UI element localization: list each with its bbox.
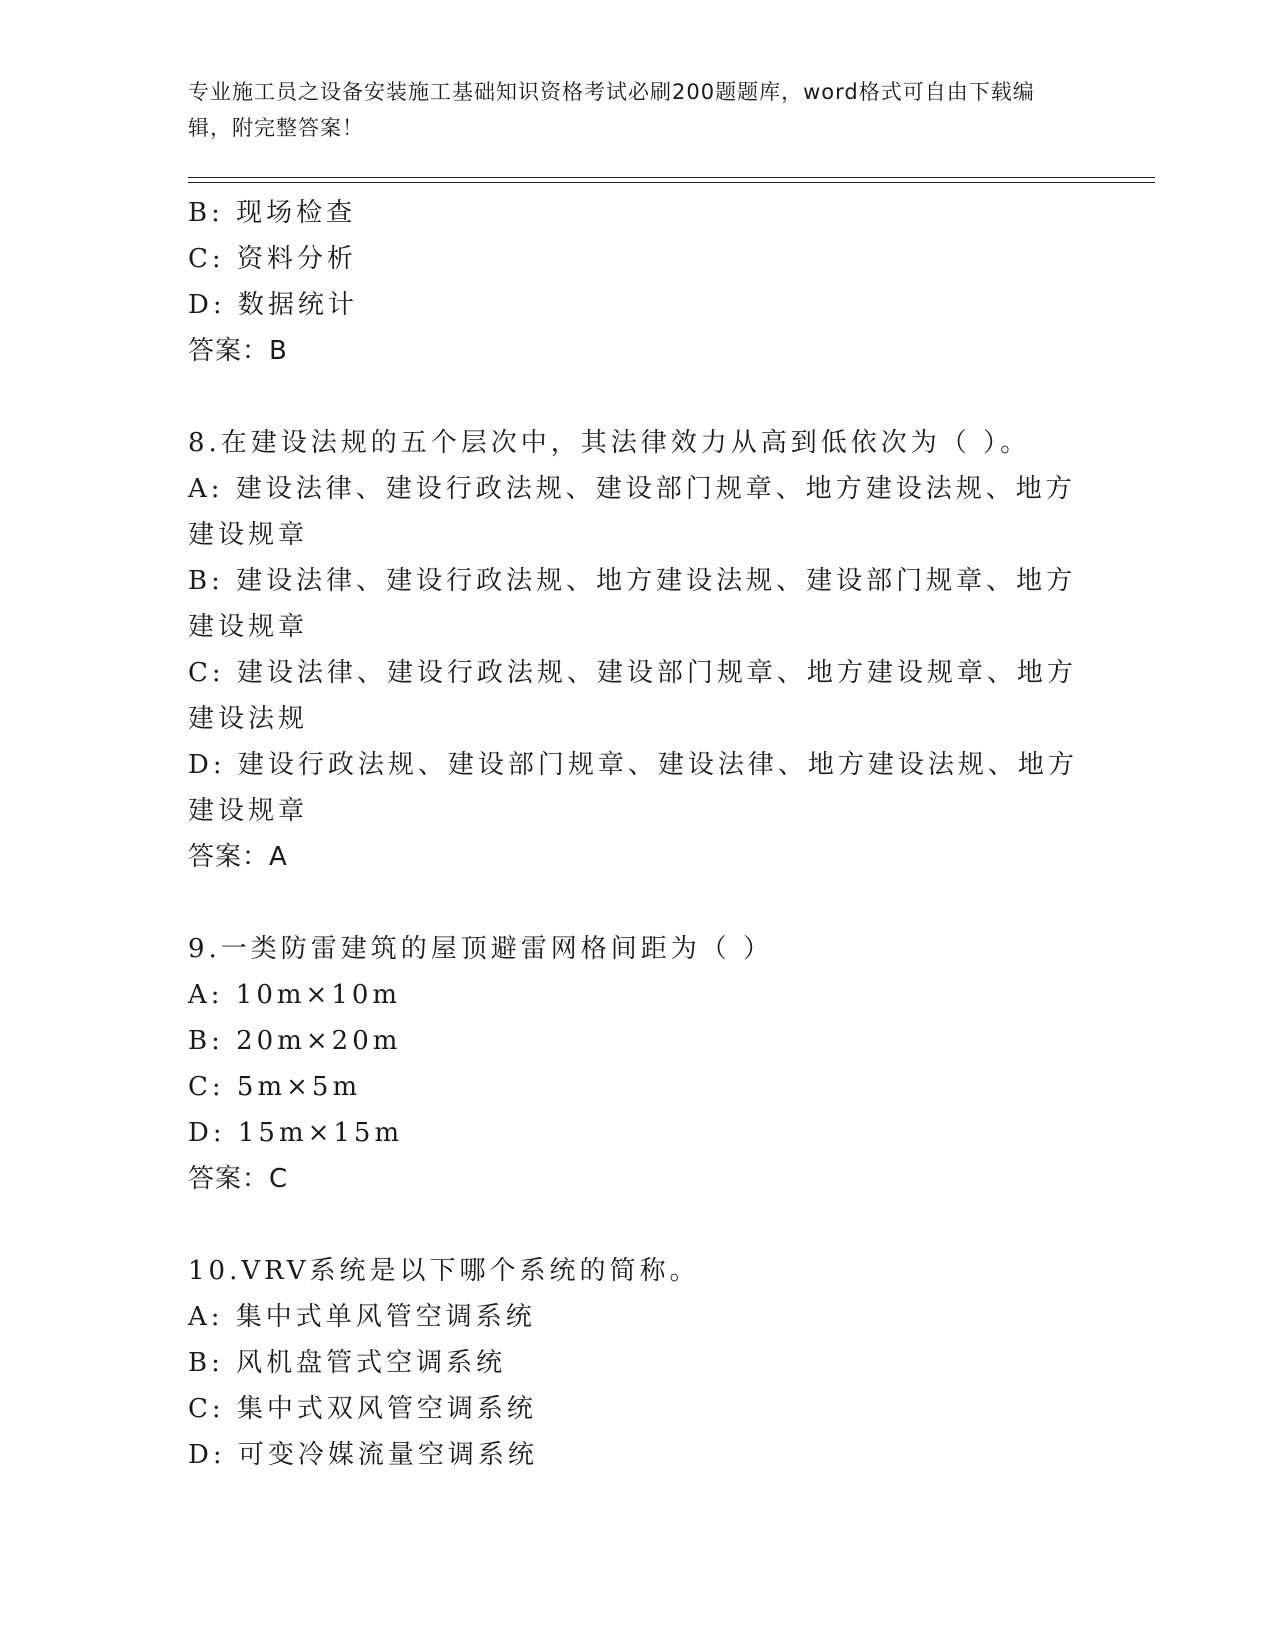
- document-header: 专业施工员之设备安装施工基础知识资格考试必刷200题题库，word格式可自由下载编辑，附完整答案！: [188, 80, 1035, 140]
- question-9: [188, 926, 1088, 1202]
- q7-answer: 答案：B: [188, 336, 288, 366]
- q8-question: 8.在建设法规的五个层次中，其法律效力从高到低依次为（ ）。: [188, 428, 1031, 458]
- question-10: [188, 1248, 1088, 1478]
- q10-option-d: D: 可变冷媒流量空调系统: [188, 1440, 538, 1470]
- q8-option-d: D: 建设行政法规、建设部门规章、建设法律、地方建设法规、地方建设规章: [188, 750, 1078, 826]
- question-list: [188, 190, 1088, 1478]
- q7-option-c: C: 资料分析: [188, 244, 357, 274]
- question-8: [188, 420, 1088, 880]
- q10-option-b: B: 风机盘管式空调系统: [188, 1348, 507, 1378]
- q10-option-c: C: 集中式双风管空调系统: [188, 1394, 537, 1424]
- q9-answer: 答案：C: [188, 1164, 289, 1194]
- q8-option-c: C: 建设法律、建设行政法规、建设部门规章、地方建设规章、地方建设法规: [188, 658, 1077, 734]
- q8-option-b: B: 建设法律、建设行政法规、地方建设法规、建设部门规章、地方建设规章: [188, 566, 1077, 642]
- q10-option-a: A: 集中式单风管空调系统: [188, 1302, 536, 1332]
- q9-option-c: C: 5m×5m: [188, 1072, 362, 1102]
- spacer: [188, 1202, 1088, 1248]
- spacer: [188, 374, 1088, 420]
- header-divider: [188, 177, 1155, 183]
- question-7: [188, 190, 1088, 374]
- q7-option-b: B: 现场检查: [188, 198, 357, 228]
- q9-question: 9.一类防雷建筑的屋顶避雷网格间距为（ ）: [188, 934, 774, 964]
- q10-question: 10.VRV系统是以下哪个系统的简称。: [188, 1256, 700, 1286]
- q8-option-a: A: 建设法律、建设行政法规、建设部门规章、地方建设法规、地方建设规章: [188, 474, 1076, 550]
- q9-option-a: A: 10m×10m: [188, 980, 402, 1010]
- spacer: [188, 880, 1088, 926]
- q9-option-d: D: 15m×15m: [188, 1118, 404, 1148]
- q9-option-b: B: 20m×20m: [188, 1026, 402, 1056]
- q8-answer: 答案：A: [188, 842, 288, 872]
- q7-option-d: D: 数据统计: [188, 290, 358, 320]
